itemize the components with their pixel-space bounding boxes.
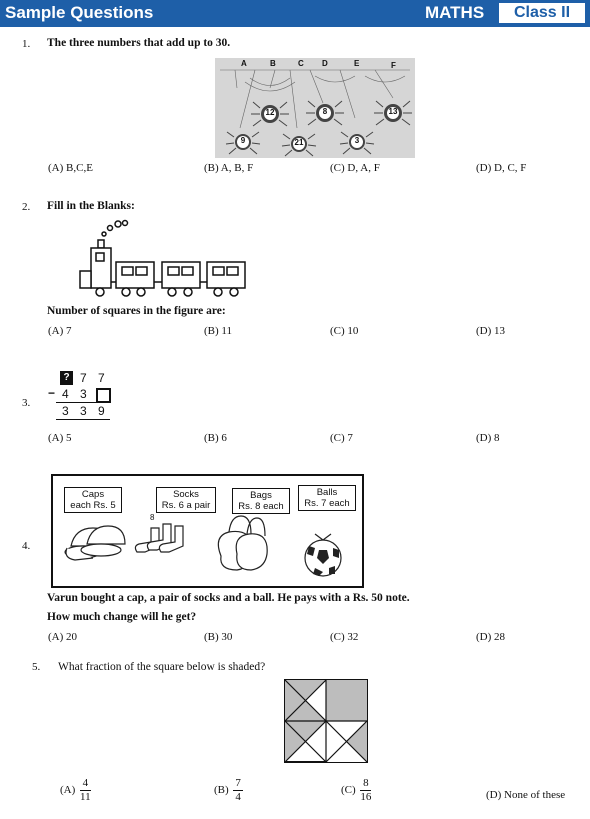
q3-option-d[interactable]: (D) 8 (476, 432, 500, 444)
socks-name: Socks (173, 489, 199, 500)
digit-r3-c1: 3 (62, 404, 69, 418)
digit-r1-c3: 7 (98, 371, 105, 385)
spider-number-3: 3 (354, 136, 360, 145)
class-badge: Class II (499, 3, 585, 23)
question-1-number: 1. (22, 38, 31, 50)
spider-letter-a: A (241, 59, 247, 68)
q5-option-b-label: (B) (214, 784, 229, 797)
sum-line-bottom (56, 419, 110, 420)
spider-number-8: 8 (322, 107, 328, 116)
question-2-subtext: Number of squares in the figure are: (47, 305, 226, 317)
caps-price: each Rs. 5 (70, 500, 116, 511)
q2-option-a[interactable]: (A) 7 (48, 325, 72, 337)
q1-option-a[interactable]: (A) B,C,E (48, 162, 93, 174)
q3-option-b[interactable]: (B) 6 (204, 432, 227, 444)
socks-price: Rs. 6 a pair (161, 500, 211, 511)
spider-letter-f: F (391, 61, 396, 70)
balls-price: Rs. 7 each (304, 498, 350, 509)
digit-r2-c1: 4 (62, 387, 69, 401)
q5-b-denominator: 4 (235, 791, 241, 803)
q4-option-d[interactable]: (D) 28 (476, 631, 506, 643)
q2-option-b[interactable]: (B) 11 (204, 325, 233, 337)
page-header (0, 0, 590, 27)
sum-line-top (56, 402, 110, 403)
page-title: Sample Questions (5, 3, 154, 22)
q5-option-c-label: (C) (341, 784, 356, 797)
spider-figure (215, 58, 415, 158)
q5-option-b[interactable] (214, 777, 243, 804)
subject-label: MATHS (425, 3, 485, 22)
question-1-text: The three numbers that add up to 30. (47, 37, 231, 49)
question-3-number: 3. (22, 397, 31, 409)
question-2-text: Fill in the Blanks: (47, 200, 135, 212)
question-4-number: 4. (22, 540, 31, 552)
question-5-text: What fraction of the square below is shaded? (58, 661, 266, 673)
blank-digit-box (96, 388, 111, 403)
q5-option-b-fraction (233, 777, 243, 804)
spider-letter-c: C (298, 59, 304, 68)
q5-option-a-label: (A) (60, 784, 76, 797)
digit-r3-c3: 9 (98, 404, 105, 418)
q3-option-a[interactable]: (A) 5 (48, 432, 72, 444)
question-4-text: Varun bought a cap, a pair of socks and a ball. He pays with a Rs. 50 note. (47, 592, 410, 604)
q5-option-d[interactable]: (D) None of these (486, 789, 566, 801)
question-4-question: How much change will he get? (47, 611, 197, 623)
bags-name: Bags (250, 490, 272, 501)
spider-number-13: 13 (388, 107, 398, 116)
shaded-square-figure (284, 679, 368, 763)
digit-r1-c2: 7 (80, 371, 87, 385)
spider-letter-b: B (270, 59, 276, 68)
q1-option-c[interactable]: (C) D, A, F (330, 162, 380, 174)
q5-option-c-fraction (360, 777, 371, 804)
spider-number-12: 12 (265, 108, 275, 117)
spider-letter-e: E (354, 59, 360, 68)
q1-option-b[interactable]: (B) A, B, F (204, 162, 254, 174)
shop-items-panel (51, 474, 364, 588)
spider-letter-d: D (322, 59, 328, 68)
q5-b-numerator: 7 (235, 777, 241, 789)
bags-price: Rs. 8 each (238, 501, 284, 512)
shaded-square-icon (284, 679, 368, 763)
q4-option-a[interactable]: (A) 20 (48, 631, 78, 643)
q1-option-d[interactable]: (D) D, C, F (476, 162, 527, 174)
q5-option-a-fraction (80, 777, 91, 804)
sock-number: 8 (150, 513, 155, 522)
q5-c-numerator: 8 (360, 777, 371, 791)
minus-sign: − (48, 386, 56, 400)
question-5-number: 5. (32, 661, 41, 673)
spider-number-9: 9 (240, 136, 246, 145)
q2-option-c[interactable]: (C) 10 (330, 325, 359, 337)
digit-r3-c2: 3 (80, 404, 87, 418)
q5-c-denominator: 16 (360, 791, 372, 803)
q4-option-c[interactable]: (C) 32 (330, 631, 359, 643)
q5-option-a[interactable] (60, 777, 91, 804)
spider-number-21: 21 (294, 138, 304, 147)
q4-option-b[interactable]: (B) 30 (204, 631, 233, 643)
caps-name: Caps (81, 489, 105, 500)
q2-option-d[interactable]: (D) 13 (476, 325, 506, 337)
subtraction-problem (46, 370, 116, 422)
q5-a-numerator: 4 (80, 777, 91, 791)
balls-name: Balls (316, 487, 338, 498)
train-figure (76, 218, 246, 300)
shop-items-drawing (53, 476, 362, 586)
q5-a-denominator: 11 (80, 791, 91, 803)
q5-option-c[interactable] (341, 777, 371, 804)
train-icon (76, 218, 246, 300)
question-2-number: 2. (22, 201, 31, 213)
missing-digit-box: ? (60, 371, 73, 385)
q3-option-c[interactable]: (C) 7 (330, 432, 353, 444)
digit-r2-c2: 3 (80, 387, 87, 401)
